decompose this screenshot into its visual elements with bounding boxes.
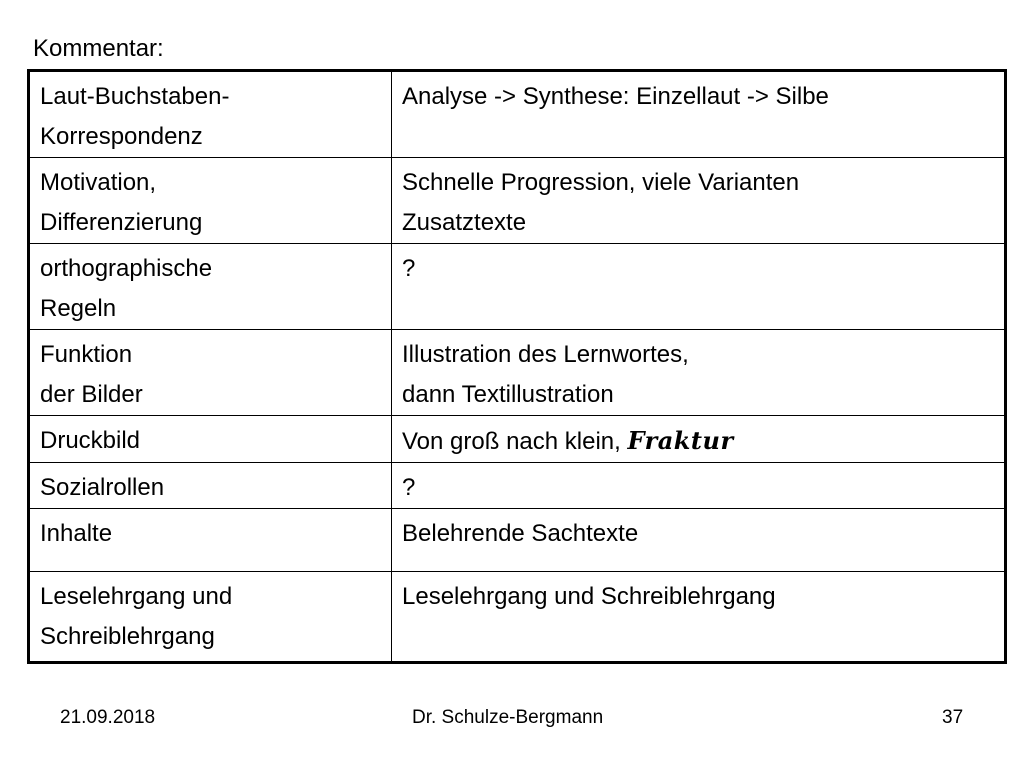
row-value <box>392 509 1006 572</box>
row-label <box>29 572 392 663</box>
label-line: Druckbild <box>40 427 141 454</box>
value-line: ? <box>402 255 416 282</box>
footer-date: 21.09.2018 <box>60 707 156 728</box>
label-line: Inhalte <box>40 520 113 547</box>
value-line: dann Textillustration <box>402 381 614 408</box>
label-line: Funktion <box>40 341 133 368</box>
value-line: Zusatztexte <box>402 209 527 236</box>
footer-page-number: 37 <box>942 707 964 728</box>
label-line: Korrespondenz <box>40 123 203 150</box>
value-line: Analyse -> Synthese: Einzellaut -> Silbe <box>402 83 829 110</box>
table-row <box>29 463 1006 509</box>
row-value <box>392 71 1006 158</box>
label-line: Differenzierung <box>40 209 203 236</box>
commentary-table <box>27 69 1007 664</box>
table-row <box>29 416 1006 463</box>
label-line: Leselehrgang und <box>40 583 233 610</box>
value-line: Schnelle Progression, viele Varianten <box>402 169 800 196</box>
fraktur-sample: Fraktur <box>627 426 734 455</box>
label-line: der Bilder <box>40 381 143 408</box>
table-row <box>29 330 1006 416</box>
row-value <box>392 572 1006 663</box>
row-label <box>29 71 392 158</box>
table-row <box>29 244 1006 330</box>
page-heading: Kommentar: <box>33 35 164 62</box>
value-line: Leselehrgang und Schreiblehrgang <box>402 583 776 610</box>
row-value <box>392 330 1006 416</box>
table-row <box>29 509 1006 572</box>
table-row <box>29 572 1006 663</box>
label-line: Sozialrollen <box>40 474 165 501</box>
row-label <box>29 463 392 509</box>
row-label <box>29 244 392 330</box>
table-row <box>29 71 1006 158</box>
row-label <box>29 509 392 572</box>
value-line: Illustration des Lernwortes, <box>402 341 689 368</box>
label-line: orthographische <box>40 255 213 282</box>
value-line <box>402 421 994 462</box>
row-label <box>29 158 392 244</box>
label-line: Schreiblehrgang <box>40 623 215 650</box>
label-line: Motivation, <box>40 169 157 196</box>
row-label <box>29 416 392 463</box>
row-label <box>29 330 392 416</box>
row-value <box>392 463 1006 509</box>
row-value <box>392 158 1006 244</box>
value-text: Von groß nach klein, <box>402 428 628 455</box>
label-line: Regeln <box>40 295 117 322</box>
value-line: Belehrende Sachtexte <box>402 520 639 547</box>
table-row <box>29 158 1006 244</box>
label-line: Laut-Buchstaben- <box>40 83 230 110</box>
value-line: ? <box>402 474 416 501</box>
row-value <box>392 416 1006 463</box>
footer-author: Dr. Schulze-Bergmann <box>412 707 604 728</box>
row-value <box>392 244 1006 330</box>
